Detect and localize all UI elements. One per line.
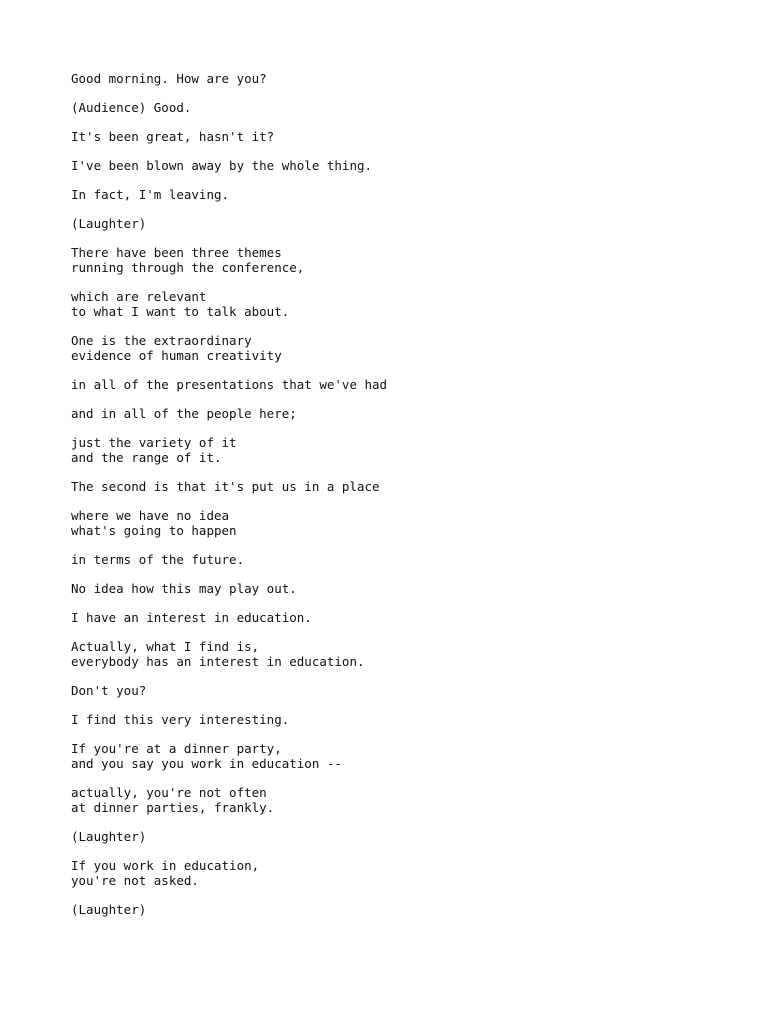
transcript-paragraph (71, 129, 751, 144)
transcript-paragraph (71, 902, 751, 917)
transcript-line: I've been blown away by the whole thing. (71, 158, 373, 173)
transcript-paragraph (71, 406, 751, 421)
transcript-paragraph (71, 100, 751, 115)
transcript-line: Actually, what I find is, (71, 639, 260, 654)
transcript-line: Good morning. How are you? (71, 71, 267, 86)
transcript-line: what's going to happen (71, 523, 237, 538)
transcript-line: everybody has an interest in education. (71, 654, 365, 669)
transcript-line: at dinner parties, frankly. (71, 800, 275, 815)
transcript-line: (Laughter) (71, 902, 147, 917)
transcript-paragraph (71, 639, 751, 669)
transcript-line: The second is that it's put us in a place (71, 479, 380, 494)
transcript-line: in all of the presentations that we've had (71, 377, 388, 392)
transcript-paragraph (71, 479, 751, 494)
transcript-paragraph (71, 435, 751, 465)
transcript-paragraph (71, 829, 751, 844)
transcript-paragraph (71, 289, 751, 319)
transcript-line: No idea how this may play out. (71, 581, 297, 596)
transcript-line: where we have no idea (71, 508, 230, 523)
transcript-line: you're not asked. (71, 873, 199, 888)
transcript-paragraph (71, 712, 751, 727)
transcript-paragraph (71, 377, 751, 392)
transcript-line: I find this very interesting. (71, 712, 290, 727)
transcript-paragraph (71, 71, 751, 86)
transcript-line: just the variety of it (71, 435, 237, 450)
transcript-line: In fact, I'm leaving. (71, 187, 230, 202)
transcript-line: One is the extraordinary (71, 333, 252, 348)
transcript-paragraph (71, 610, 751, 625)
transcript-line: and you say you work in education -- (71, 756, 342, 771)
transcript-paragraph (71, 785, 751, 815)
transcript-line: There have been three themes (71, 245, 282, 260)
transcript-paragraph (71, 158, 751, 173)
transcript-line: It's been great, hasn't it? (71, 129, 275, 144)
transcript-line: (Laughter) (71, 216, 147, 231)
transcript-line: I have an interest in education. (71, 610, 312, 625)
transcript-line: which are relevant (71, 289, 207, 304)
transcript-line: evidence of human creativity (71, 348, 282, 363)
transcript-paragraph (71, 333, 751, 363)
transcript-line: and in all of the people here; (71, 406, 297, 421)
transcript-paragraph (71, 683, 751, 698)
transcript-line: in terms of the future. (71, 552, 245, 567)
transcript-line: and the range of it. (71, 450, 222, 465)
transcript-line: Don't you? (71, 683, 147, 698)
transcript-line: running through the conference, (71, 260, 305, 275)
transcript-paragraph (71, 552, 751, 567)
transcript-line: (Audience) Good. (71, 100, 192, 115)
transcript-paragraph (71, 741, 751, 771)
transcript-paragraph (71, 187, 751, 202)
transcript-paragraph (71, 216, 751, 231)
transcript-line: (Laughter) (71, 829, 147, 844)
transcript-line: to what I want to talk about. (71, 304, 290, 319)
transcript-paragraph (71, 508, 751, 538)
transcript-line: If you're at a dinner party, (71, 741, 282, 756)
transcript-line: If you work in education, (71, 858, 260, 873)
transcript-page (71, 71, 751, 931)
transcript-paragraph (71, 858, 751, 888)
transcript-paragraph (71, 245, 751, 275)
transcript-line: actually, you're not often (71, 785, 267, 800)
transcript-paragraph (71, 581, 751, 596)
